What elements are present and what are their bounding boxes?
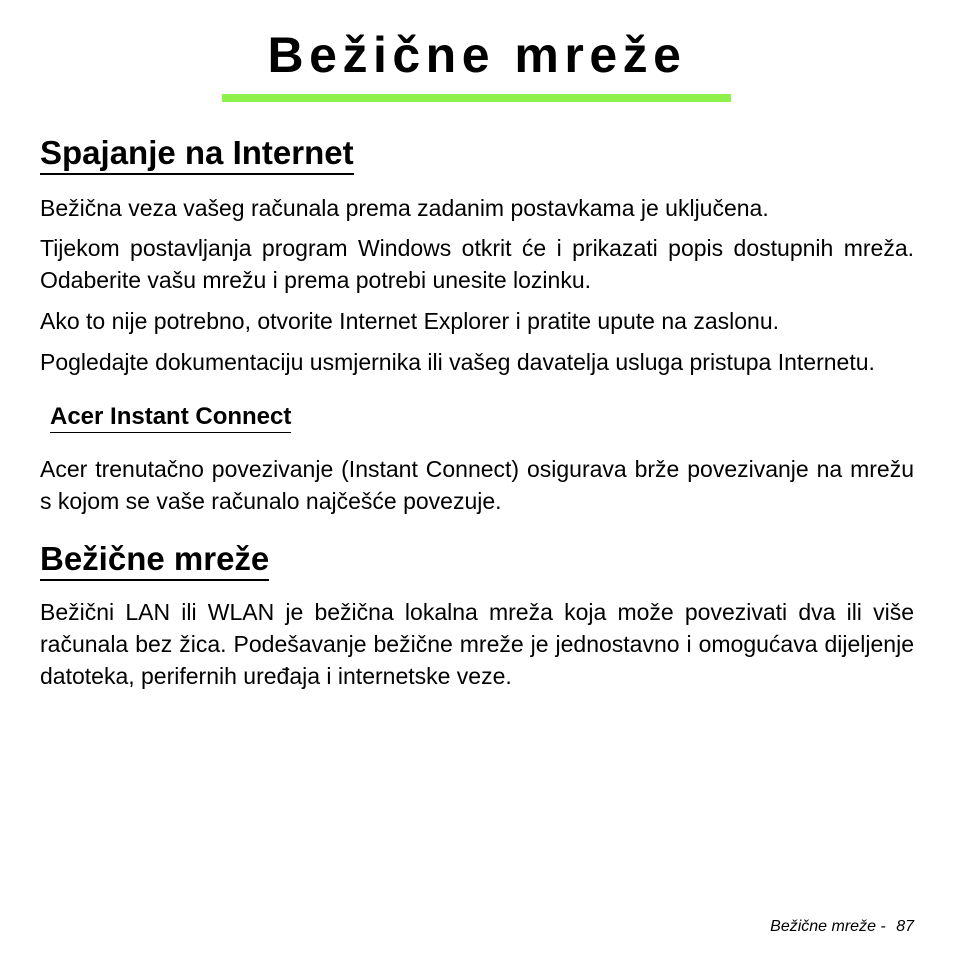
footer-page-number: 87 [896,918,914,935]
paragraph-3: Ako to nije potrebno, otvorite Internet Explorer i pratite upute na zaslonu. [40,308,779,334]
page-title: Bežične mreže [267,27,687,83]
page-footer [770,915,914,939]
paragraph-4: Pogledajte dokumentaciju usmjernika ili vašeg davatelja usluga pristupa Internetu. [40,349,875,375]
section-heading-spajanje: Spajanje na Internet [40,133,354,175]
paragraph-6: Bežični LAN ili WLAN je bežična lokalna mreža koja može povezivati dva ili više računala bez žica. Podešavanje bežične mreže je jednostavno i omogućava dijeljenje datoteka, perifernih uređaja i internetske veze. [40,599,914,689]
section-heading-bezicne-mreze: Bežične mreže [40,539,269,581]
paragraph-1: Bežična veza vašeg računala prema zadanim postavkama je uključena. [40,195,769,221]
subheading-acer-instant-connect: Acer Instant Connect [50,402,291,433]
paragraph-5: Acer trenutačno povezivanje (Instant Connect) osigurava brže povezivanje na mrežu s kojom se vaše računalo najčešće povezuje. [40,456,914,514]
title-underline-bar [222,94,731,102]
footer-section-name: Bežične mreže - [770,918,886,935]
paragraph-2: Tijekom postavljanja program Windows otkrit će i prikazati popis dostupnih mreža. Odaberite vašu mrežu i prema potrebi unesite lozinku. [40,235,914,293]
main-content [40,133,914,692]
